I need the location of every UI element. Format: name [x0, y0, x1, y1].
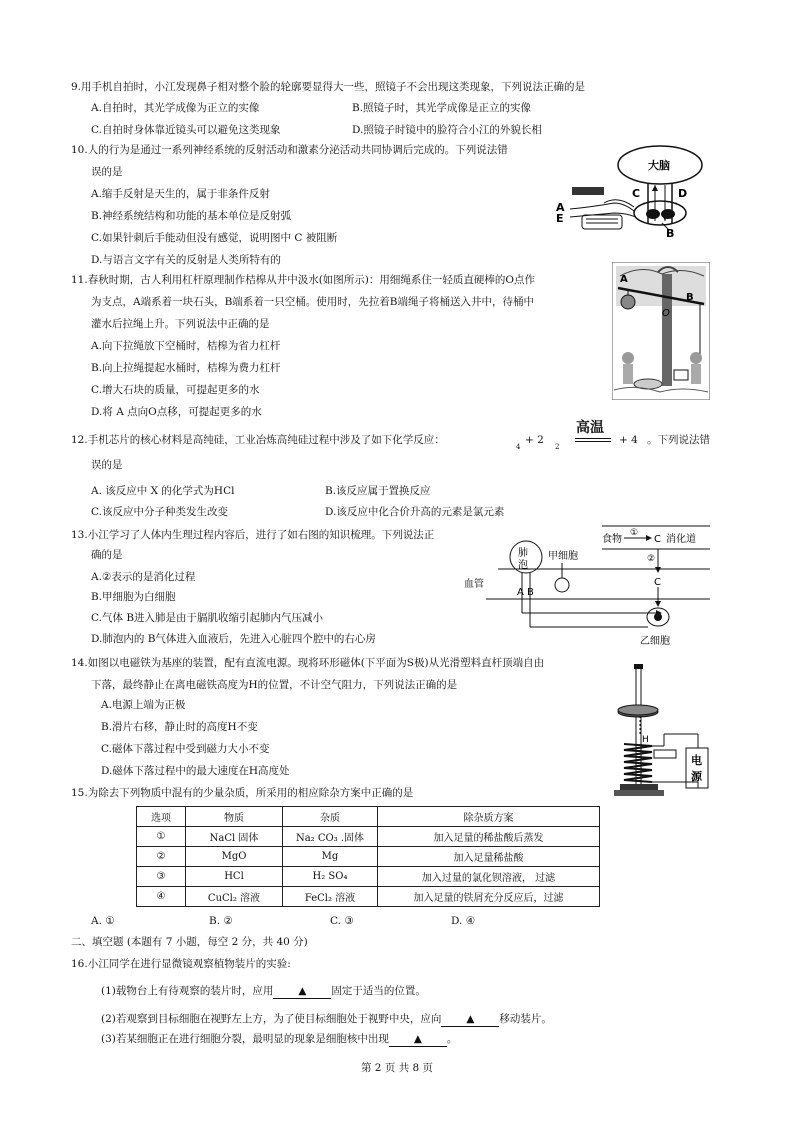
q11-option-d: D.将 A 点向O点移，可提起更多的水 — [91, 406, 262, 418]
label-e: E — [556, 212, 564, 225]
table-cell: 加入过量的氯化钡溶液， 过滤 — [378, 867, 600, 887]
table-header-cell: 选项 — [137, 807, 186, 827]
table-row — [137, 887, 600, 907]
label-a: A — [556, 201, 565, 214]
q9-option-b: B.照镜子时，其光学成像是正立的实像 — [352, 102, 532, 114]
table-cell: ③ — [137, 867, 186, 887]
q11-stem-line2: 为支点，A端系着一块石头，B端系着一只空桶。使用时，先拉着B端绳子将桶送入井中，待桶中 — [91, 296, 535, 308]
q12-eq-arrow-line-2 — [575, 441, 611, 442]
q13-option-c: C.气体 B进入肺是由于膈肌收缩引起肺内气压减小 — [91, 612, 324, 624]
label-b: B — [686, 292, 694, 303]
q9-stem: 9.用手机自拍时，小江发现鼻子相对整个脸的轮廓要显得大一些，照镜子不会出现这类现象，下列说法正确的是 — [71, 81, 586, 93]
q10-option-d: D.与语言文字有关的反射是人类所特有的 — [91, 254, 281, 266]
table-cell: CuCl₂ 溶液 — [186, 887, 283, 907]
q10-stem-line2: 误的是 — [91, 166, 123, 178]
q9-option-a: A.自拍时，其光学成像为正立的实像 — [91, 102, 260, 114]
table-cell: MgO — [186, 847, 283, 867]
table-row — [137, 827, 600, 847]
cell-jia-label: 甲细胞 — [548, 551, 578, 562]
q12-eq-arrow-line-1 — [575, 438, 611, 439]
process-1: ① — [630, 528, 639, 538]
q10-option-c: C.如果针刺后手能动但没有感觉，说明图中 C 被阻断 — [91, 232, 338, 244]
electromagnet-apparatus — [610, 664, 712, 802]
q12-eq-plus4: + 4 — [619, 434, 638, 446]
table-cell: HCl — [186, 867, 283, 887]
table-cell: ④ — [137, 887, 186, 907]
table-cell: ① — [137, 827, 186, 847]
table-cell: Mg — [283, 847, 378, 867]
q10-stem-line1: 10.人的行为是通过一系列神经系统的反射活动和激素分泌活动共同协调后完成的。下列说法错 — [71, 144, 508, 156]
impurity-removal-table — [136, 806, 600, 907]
q11-option-a: A.向下拉绳放下空桶时，桔槔为省力杠杆 — [91, 340, 281, 352]
answer-blank-2[interactable]: ▲ — [441, 1012, 499, 1027]
q12-eq-sub4: 4 — [516, 443, 521, 451]
q13-option-a: A.②表示的是消化过程 — [91, 571, 196, 583]
q13-stem-line2: 确的是 — [91, 549, 123, 561]
q16-stem: 16.小江同学在进行显微镜观察植物装片的实验: — [71, 958, 291, 970]
table-header-cell: 物质 — [186, 807, 283, 827]
power-label-2: 源 — [691, 770, 702, 783]
lung-label-1: 肺 — [518, 548, 528, 559]
q14-option-a: A.电源上端为正极 — [101, 699, 186, 711]
vessel-label: 血管 — [464, 579, 484, 590]
table-row — [137, 847, 600, 867]
q15-option-b: B. ② — [209, 915, 233, 927]
q15-option-c: C. ③ — [330, 915, 354, 927]
q16-part1-text-end: 固定于适当的位置。 — [331, 985, 426, 997]
q12-stem-line2: 误的是 — [91, 459, 123, 471]
label-d: D — [678, 187, 688, 200]
page-footer: 第 2 页 共 8 页 — [360, 1062, 434, 1074]
well-sweep-illustration — [612, 262, 710, 400]
q12-option-d: D.该反应中化合价升高的元素是氯元素 — [325, 506, 505, 518]
q13-stem-line1: 13.小江学习了人体内生理过程内容后，进行了如右图的知识梳理。下列说法正 — [71, 529, 435, 541]
c-top-label: C — [654, 534, 661, 545]
q11-stem-line1: 11.春秋时期，古人利用杠杆原理制作桔槔从井中汲水(如图所示)：用细绳系住一轻质直硬棒的O点作 — [71, 274, 535, 286]
q11-option-c: C.增大石块的质量，可提起更多的水 — [91, 384, 260, 396]
table-header-cell: 除杂质方案 — [378, 807, 600, 827]
q16-part1 — [101, 984, 426, 999]
q9-option-c: C.自拍时身体靠近镜头可以避免这类现象 — [91, 124, 281, 136]
table-cell: 加入足量的稀盐酸后蒸发 — [378, 827, 600, 847]
table-cell: NaCl 固体 — [186, 827, 283, 847]
q12-eq-condition: 高温 — [576, 420, 604, 436]
table-cell: FeCl₂ 溶液 — [283, 887, 378, 907]
lung-label-2: 泡 — [518, 560, 528, 571]
q16-part3 — [101, 1032, 457, 1047]
q14-option-c: C.磁体下落过程中受到磁力大小不变 — [101, 743, 270, 755]
food-label: 食物 — [602, 534, 622, 545]
q12-option-a: A. 该反应中 X 的化学式为HCl — [91, 485, 235, 497]
label-a: A — [620, 274, 628, 285]
q12-stem-end: 。下列说法错 — [647, 434, 710, 446]
q16-part1-text: (1)载物台上有待观察的装片时，应用 — [101, 985, 274, 997]
q11-option-b: B.向上拉绳提起水桶时，桔槔为费力杠杆 — [91, 362, 281, 374]
q9-option-d: D.照镜子时镜中的脸符合小江的外貌长相 — [352, 124, 542, 136]
section-heading: 二、填空题 (本题有 7 小题，每空 2 分，共 40 分) — [71, 936, 308, 948]
q16-part3-text-end: 。 — [446, 1033, 458, 1045]
label-o: O — [662, 308, 670, 319]
q15-option-a: A. ① — [91, 915, 115, 927]
q13-option-b: B.甲细胞为白细胞 — [91, 591, 176, 603]
q13-option-d: D.肺泡内的 B气体进入血液后，先进入心脏四个腔中的右心房 — [91, 633, 376, 645]
q11-stem-line3: 灌水后拉绳上升。下列说法中正确的是 — [91, 318, 270, 330]
q14-stem-line2: 下落，最终静止在离电磁铁高度为H的位置，不计空气阻力，下列说法正确的是 — [91, 679, 458, 691]
q16-part3-text: (3)若某细胞正在进行细胞分裂，最明显的现象是细胞核中出现 — [101, 1033, 389, 1045]
q10-option-a: A.缩手反射是天生的，属于非条件反射 — [91, 188, 270, 200]
table-cell: 加入足量的铁屑充分反应后，过滤 — [378, 887, 600, 907]
table-header-row — [137, 807, 600, 827]
answer-blank-1[interactable]: ▲ — [273, 984, 331, 999]
physiology-diagram — [462, 523, 714, 651]
table-row — [137, 867, 600, 887]
q14-option-b: B.滑片右移，静止时的高度H不变 — [101, 721, 258, 733]
height-h-label: H — [642, 735, 649, 745]
table-cell: 加入足量稀盐酸 — [378, 847, 600, 867]
q10-option-b: B.神经系统结构和功能的基本单位是反射弧 — [91, 210, 292, 222]
q12-stem-line1: 12.手机芯片的核心材料是高纯硅，工业冶炼高纯硅过程中涉及了如下化学反应： — [71, 434, 445, 446]
cell-yi-label: 乙细胞 — [640, 636, 670, 647]
table-cell: H₂ SO₄ — [283, 867, 378, 887]
q12-option-b: B.该反应属于置换反应 — [325, 485, 431, 497]
process-2: ② — [647, 554, 656, 564]
q16-part2-text: (2)若观察到目标细胞在视野左上方，为了使目标细胞处于视野中央，应向 — [101, 1013, 442, 1025]
table-header-cell: 杂质 — [283, 807, 378, 827]
power-label-1: 电 — [691, 754, 702, 767]
reflex-arc-diagram — [552, 143, 712, 243]
q14-stem-line1: 14.如图以电磁铁为基座的装置，配有直流电源。现将环形磁体(下平面为S极)从光滑塑料直杆顶端自由 — [71, 657, 545, 669]
table-cell: ② — [137, 847, 186, 867]
c-mid-label: C — [654, 577, 661, 588]
gas-a-b-label: A B — [517, 587, 534, 598]
q15-option-d: D. ④ — [451, 915, 476, 927]
q12-option-c: C.该反应中分子种类发生改变 — [91, 506, 228, 518]
answer-blank-3[interactable]: ▲ — [389, 1032, 447, 1047]
label-b: B — [666, 227, 675, 240]
q12-eq-plus2: + 2 — [525, 434, 544, 446]
q16-part2 — [101, 1012, 552, 1027]
q15-stem: 15.为除去下列物质中混有的少量杂质，所采用的相应除杂方案中正确的是 — [71, 787, 414, 799]
label-c: C — [632, 187, 641, 200]
q16-part2-text-end: 移动装片。 — [499, 1013, 552, 1025]
digestive-tract-label: 消化道 — [666, 534, 696, 545]
brain-label: 大脑 — [648, 159, 670, 172]
table-cell: Na₂ CO₃ .固体 — [283, 827, 378, 847]
q14-option-d: D.磁体下落过程中的最大速度在H高度处 — [101, 765, 290, 777]
q12-eq-sub2: 2 — [555, 443, 560, 451]
